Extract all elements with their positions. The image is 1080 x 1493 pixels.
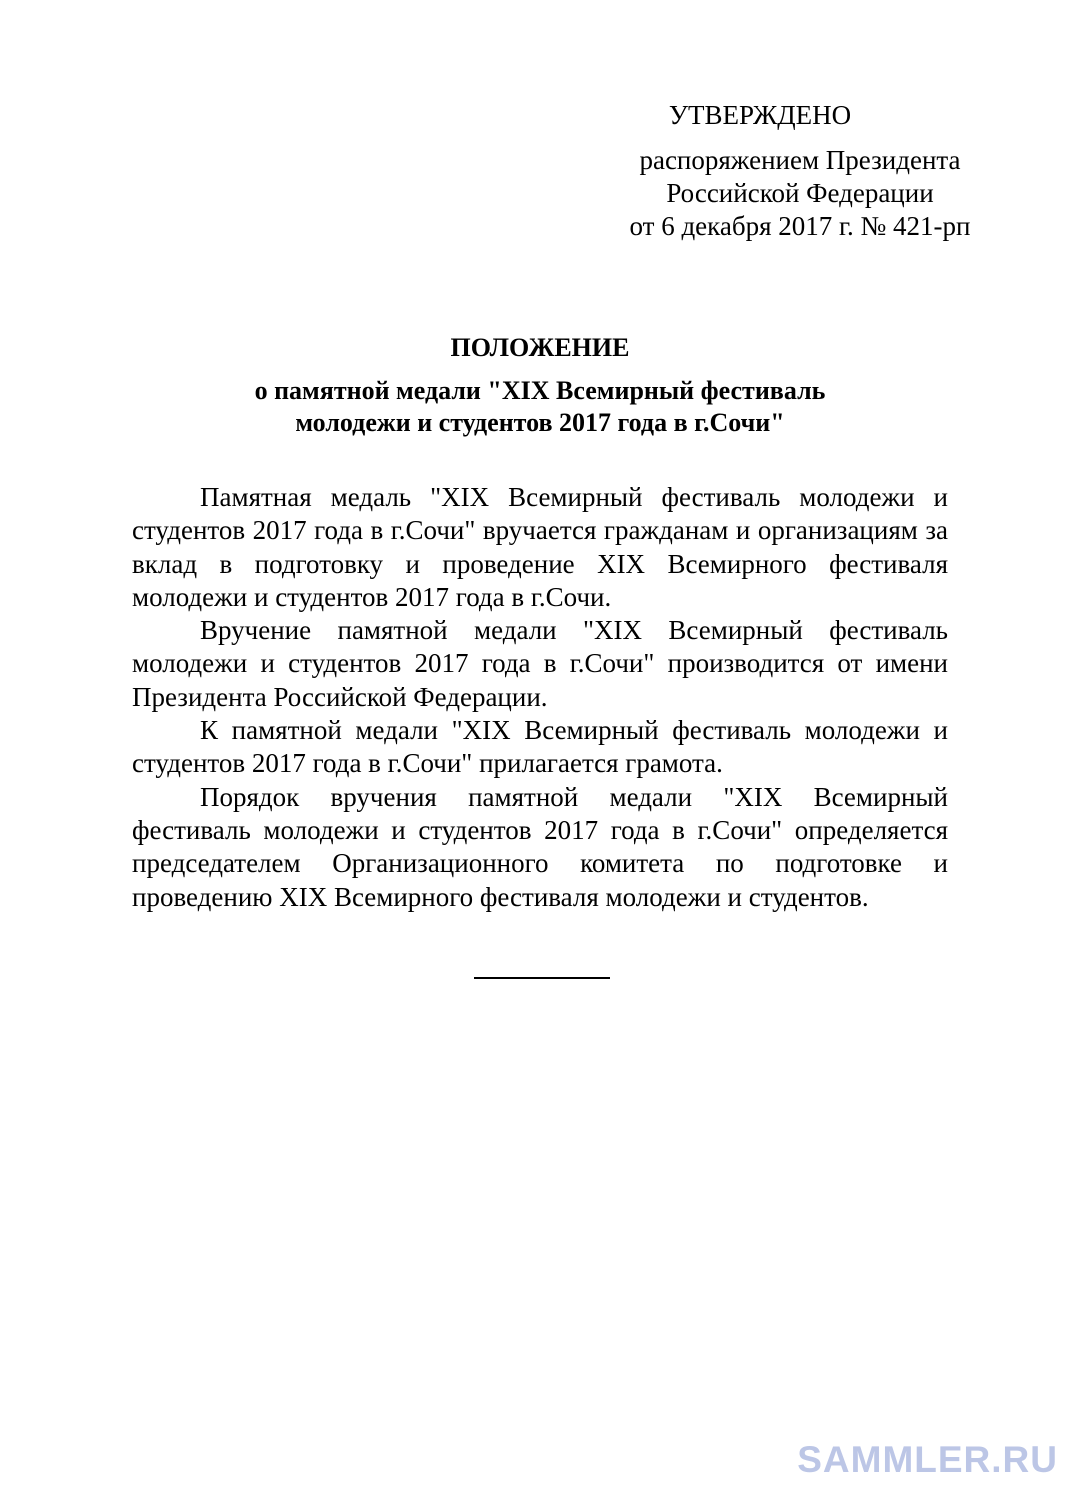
paragraph-4: Порядок вручения памятной медали "XIX Всемирный фестиваль молодежи и студентов 2017 года в г.Сочи" определяется председателем Организационного комитета по подготовке и проведению XIX Всемирного фестиваля молодежи и студентов.	[132, 781, 948, 912]
document-subtitle	[180, 375, 900, 439]
document-body	[132, 481, 948, 914]
paragraph-1: Памятная медаль "XIX Всемирный фестиваль молодежи и студентов 2017 года в г.Сочи" вручается гражданам и организациям за вклад в подготовку и проведение XIX Всемирного фестиваля молодежи и студентов 2017 года в г.Сочи.	[132, 482, 948, 612]
document-title: ПОЛОЖЕНИЕ	[450, 333, 630, 362]
paragraph-2: Вручение памятной медали "XIX Всемирный фестиваль молодежи и студентов 2017 года в г.Сочи" производится от имени Президента Российской Федерации.	[132, 615, 948, 712]
approval-line-3: от 6 декабря 2017 г. № 421-рп	[629, 211, 971, 241]
approved-heading: УТВЕРЖДЕНО	[668, 100, 852, 130]
subtitle-line-2: молодежи и студентов 2017 года в г.Сочи"	[295, 408, 785, 437]
approval-line-2: Российской Федерации	[666, 178, 934, 208]
end-rule	[474, 977, 610, 979]
paragraph-3: К памятной медали "XIX Всемирный фестиваль молодежи и студентов 2017 года в г.Сочи" прилагается грамота.	[132, 715, 948, 779]
subtitle-line-1: о памятной медали "XIX Всемирный фестиваль	[254, 376, 826, 405]
approval-line-1: распоряжением Президента	[639, 145, 961, 175]
watermark: SAMMLER.RU	[797, 1439, 1058, 1480]
